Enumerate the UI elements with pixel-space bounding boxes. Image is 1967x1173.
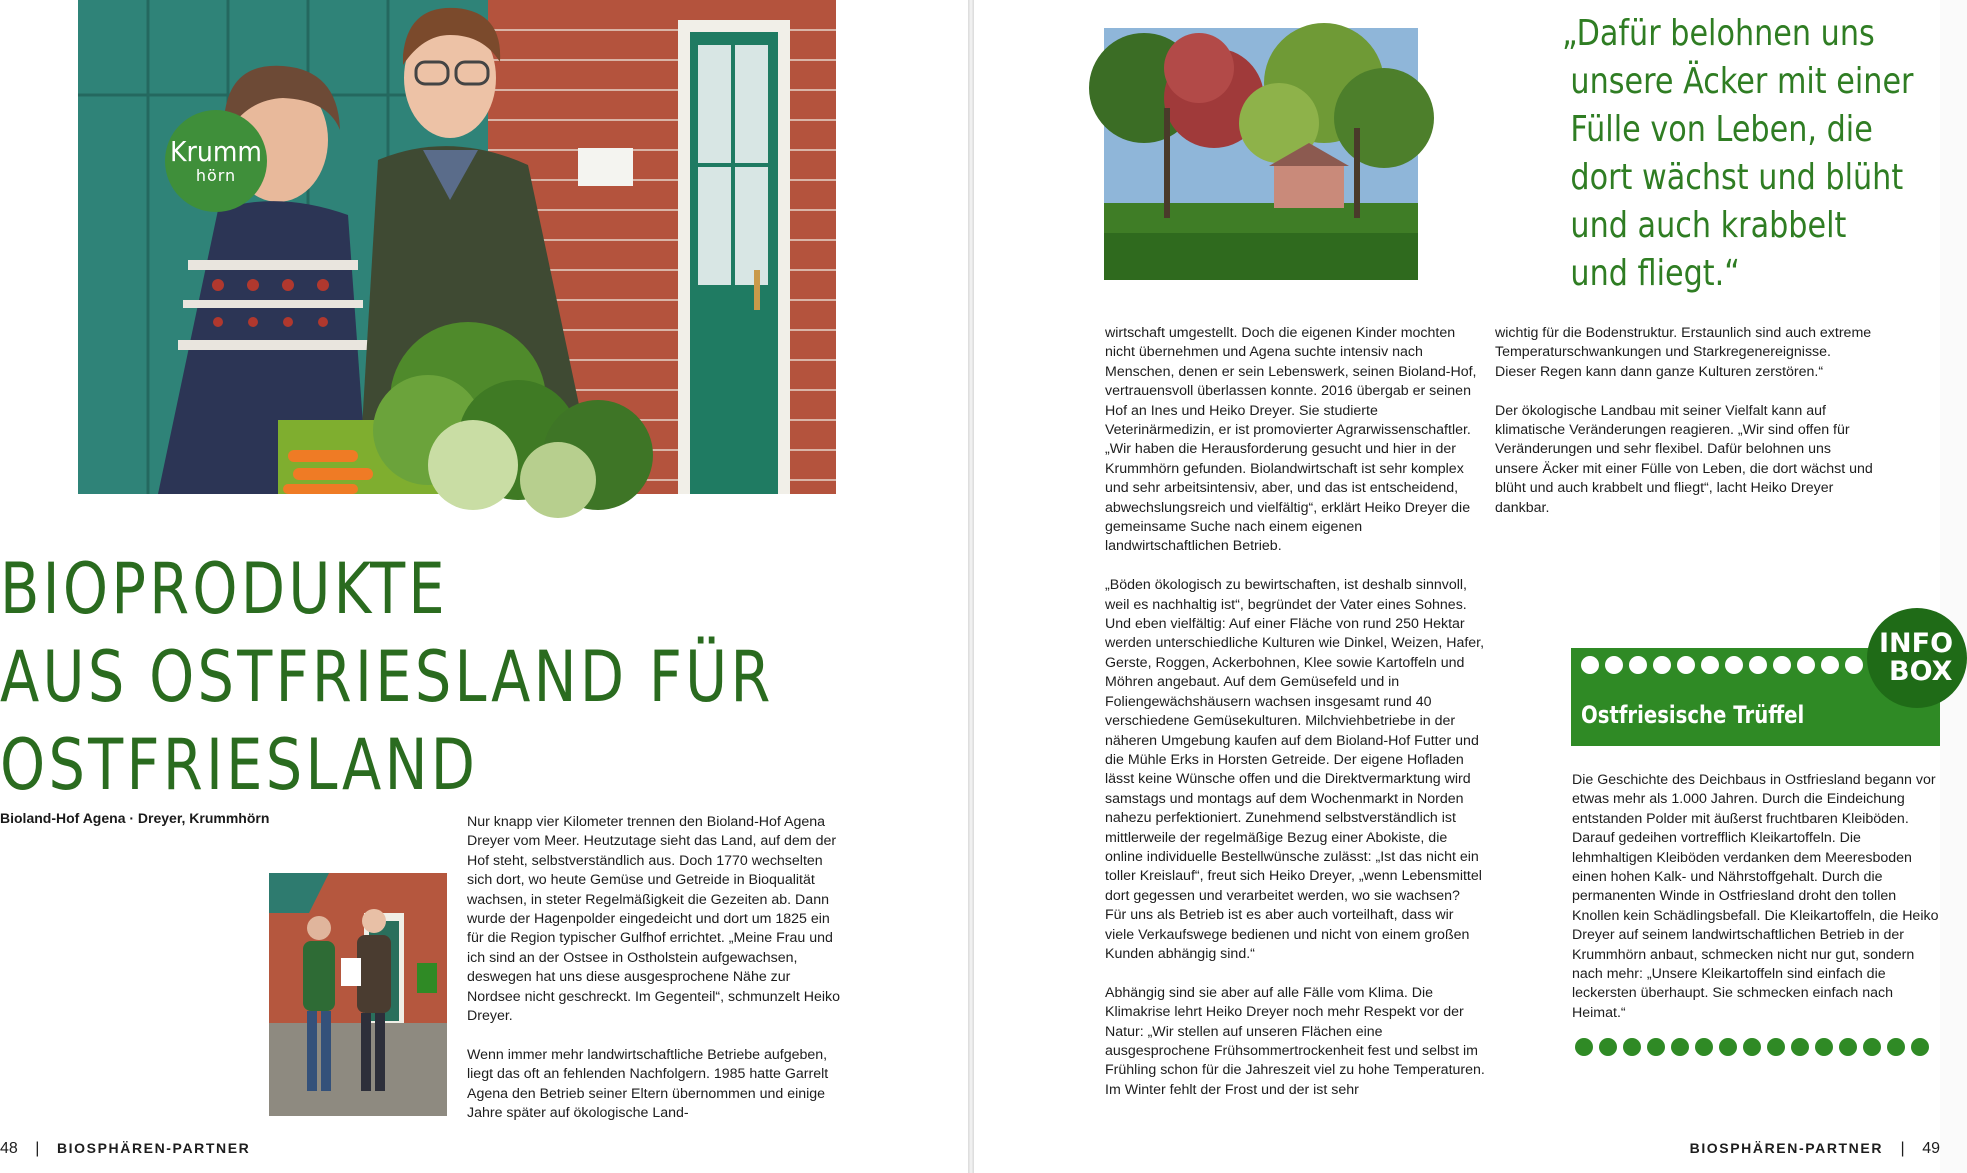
page-number-right: 49 [1922,1140,1940,1157]
infobox-circle-badge [1867,608,1967,708]
right-footer [1690,1140,1940,1158]
photo-park-house [1104,28,1418,280]
infobox-circle-line2: BOX [1889,656,1953,687]
right-page-body-column-1 [1105,324,1485,1120]
right-page-body-column-2 [1495,324,1875,537]
infobox-dot-row [1581,656,1863,674]
quote-line-5: und auch krabbelt [1570,205,1847,246]
right-page [974,0,1954,1173]
infobox-circle-line1: INFO [1879,628,1954,659]
footer-separator-left: | [35,1140,40,1157]
title-line-1: BIOPRODUKTE [0,548,448,630]
quote-line-3: Fülle von Leben, die [1570,109,1873,150]
quote-line-1: „Dafür belohnen uns [1562,13,1875,54]
hero-photo-illustration [78,0,836,494]
handover-photo-illustration [269,873,447,1116]
location-badge-krummhoern [165,110,267,212]
right-col1-paragraph-1: wirtschaft umgestellt. Doch die eigenen Kinder mochten nicht übernehmen und Agena suchte intensiv nach Menschen, denen er sein Lebenswerk, seinen Bioland-Hof, vertrauensvoll überlassen konnte. 2016 übergab er seinen Hof an Ines und Heiko Dreyer. Sie studierte Veterinärmedizin, er ist promovierter Agrarwissenschaftler. „Wir haben die Herausforderung gesucht und hier in der Krummhörn gefunden. Biolandwirtschaft ist sehr komplex und sehr arbeitsintensiv, aber, und das ist entscheidend, abwechslungsreich und vielfältig“, erklärt Heiko Dreyer die gemeinsame Suche nach einem eigenen landwirtschaftlichen Betrieb. [1105,325,1477,555]
infobox-bottom-dot-row [1575,1038,1929,1056]
right-col2-paragraph-2: Der ökologische Landbau mit seiner Vielfalt kann auf klimatische Veränderungen reagieren. „Wir sind offen für Veränderungen und sehr flexibel. Dafür belohnen uns unsere Äcker mit einer Fülle von Leben, die dort wächst und blüht und auch krabbelt und fliegt“, lacht Heiko Dreyer dankbar. [1495,402,1873,516]
left-paragraph-2: Wenn immer mehr landwirtschaftliche Betriebe aufgeben, liegt das oft an fehlenden Nachfolgern. 1985 hatte Garrelt Agena den Betrieb seiner Eltern übernommen und einige Jahre später auf ökologische Land- [467,1046,829,1122]
hero-photo-farmers [78,0,836,494]
infobox-title: Ostfriesische Trüffel [1581,701,1805,729]
right-col1-paragraph-2: „Böden ökologisch zu bewirtschaften, ist deshalb sinnvoll, weil es nachhaltig ist“, begründet der Vater eines Sohnes. Und eben vielfältig: Auf einer Fläche von rund 250 Hektar werden unterschiedliche Kulturen wie Dinkel, Weizen, Hafer, Gerste, Roggen, Ackerbohnen, Klee sowie Kartoffeln und Möhren angebaut. Auf dem Gemüsefeld und in Foliengewächshäusern wachsen insgesamt rund 40 verschiedene Gemüsekulturen. Milchviehbetriebe in der näheren Umgebung kaufen auf dem Bioland-Hof Futter und die Mühle Erks in Horsten Getreide. Der eigene Hofladen lässt keine Wünsche offen und die Direktvermarktung wird samstags und montags auf dem Wochenmarkt in Norden nahezu perfektioniert. Zunehmend selbstverständlich ist mittlerweile der regelmäßige Bezug einer Abokiste, die online individuelle Bestellwünsche zulässt: „Ist das nicht ein toller Kreislauf“, freut sich Heiko Dreyer, „wenn Lebensmittel dort gegessen und verarbeitet werden, wo sie wachsen? Für uns als Betrieb ist es aber auch vorteilhaft, dass wir viele Verkaufswege bedienen und nicht von einem großen Kunden abhängig sind.“ [1105,577,1485,962]
pull-quote [1562,10,1914,298]
infobox-text [1572,771,1940,1043]
footer-separator-right: | [1900,1140,1905,1157]
title-line-3: OSTFRIESLAND [0,724,479,806]
quote-line-4: dort wächst und blüht [1570,157,1904,198]
right-col2-paragraph-1: wichtig für die Bodenstruktur. Erstaunlich sind auch extreme Temperaturschwankungen und Starkregenereignisse. Dieser Regen kann dann ganze Kulturen zerstören.“ [1495,325,1872,380]
footer-label-left: BIOSPHÄREN-PARTNER [56,1140,251,1156]
quote-line-2: unsere Äcker mit einer [1570,61,1914,102]
byline: Bioland-Hof Agena · Dreyer, Krummhörn [0,810,270,826]
quote-line-6: und fliegt.“ [1570,253,1740,294]
article-title [0,545,787,809]
badge-line2: hörn [195,166,237,185]
title-line-2: AUS OSTFRIESLAND FÜR [0,636,774,718]
left-page-body-column [467,813,840,1143]
footer-label-right: BIOSPHÄREN-PARTNER [1689,1140,1884,1156]
park-photo-illustration [1104,28,1418,280]
infobox-paragraph: Die Geschichte des Deichbaus in Ostfriesland begann vor etwas mehr als 1.000 Jahren. Durch die Eindeichung entstanden Polder mit äußerst fruchtbaren Kleiböden. Darauf gedeihen vortrefflich Kleikartoffeln. Die lehmhaltigen Kleiböden verdanken dem Meeresboden einen hohen Kalk- und Nährstoffgehalt. Durch die permanenten Winde in Ostfriesland droht den tollen Knollen kein Schädlingsbefall. Die Kleikartoffeln, die Heiko Dreyer auf seinem landwirtschaftlichen Betrieb in der Krummhörn anbaut, schmecken nicht nur gut, sondern nach mehr: „Unsere Kleikartoffeln sind einfach die leckersten überhaupt. Sie schmecken einfach nach Heimat.“ [1572,772,1939,1021]
left-footer [0,1140,250,1158]
right-col1-paragraph-3: Abhängig sind sie aber auf alle Fälle vom Klima. Die Klimakrise lehrt Heiko Dreyer noch mehr Respekt vor der Natur: „Wir stellen auf unseren Flächen eine ausgesprochene Frühsommertrockenheit fest und selbst im Frühling schon für die Jahreszeit viel zu hohe Temperaturen. Im Winter fehlt der Frost und der ist sehr [1105,984,1485,1098]
left-paragraph-1: Nur knapp vier Kilometer trennen den Bioland-Hof Agena Dreyer vom Meer. Heutzutage sieht das Land, auf dem der Hof steht, selbstverständlich aus. Doch 1770 wechselten sich dort, wo heute Gemüse und Getreide in Bioqualität wachsen, in steter Regelmäßigkeit die Gezeiten ab. Dann wurde der Hagenpolder eingedeicht und dort um 1825 ein für die Region typischer Gulfhof errichtet. „Meine Frau und ich sind an der Ostsee in Ostholstein aufgewachsen, deswegen hat uns diese ausgesprochene Nähe zur Nordsee nicht geschreckt. Im Gegenteil“, schmunzelt Heiko Dreyer. [467,814,840,1025]
badge-line1: Krumm [170,135,262,168]
left-page [0,0,968,1173]
page-number-left: 48 [0,1140,18,1157]
photo-handover [269,873,447,1116]
